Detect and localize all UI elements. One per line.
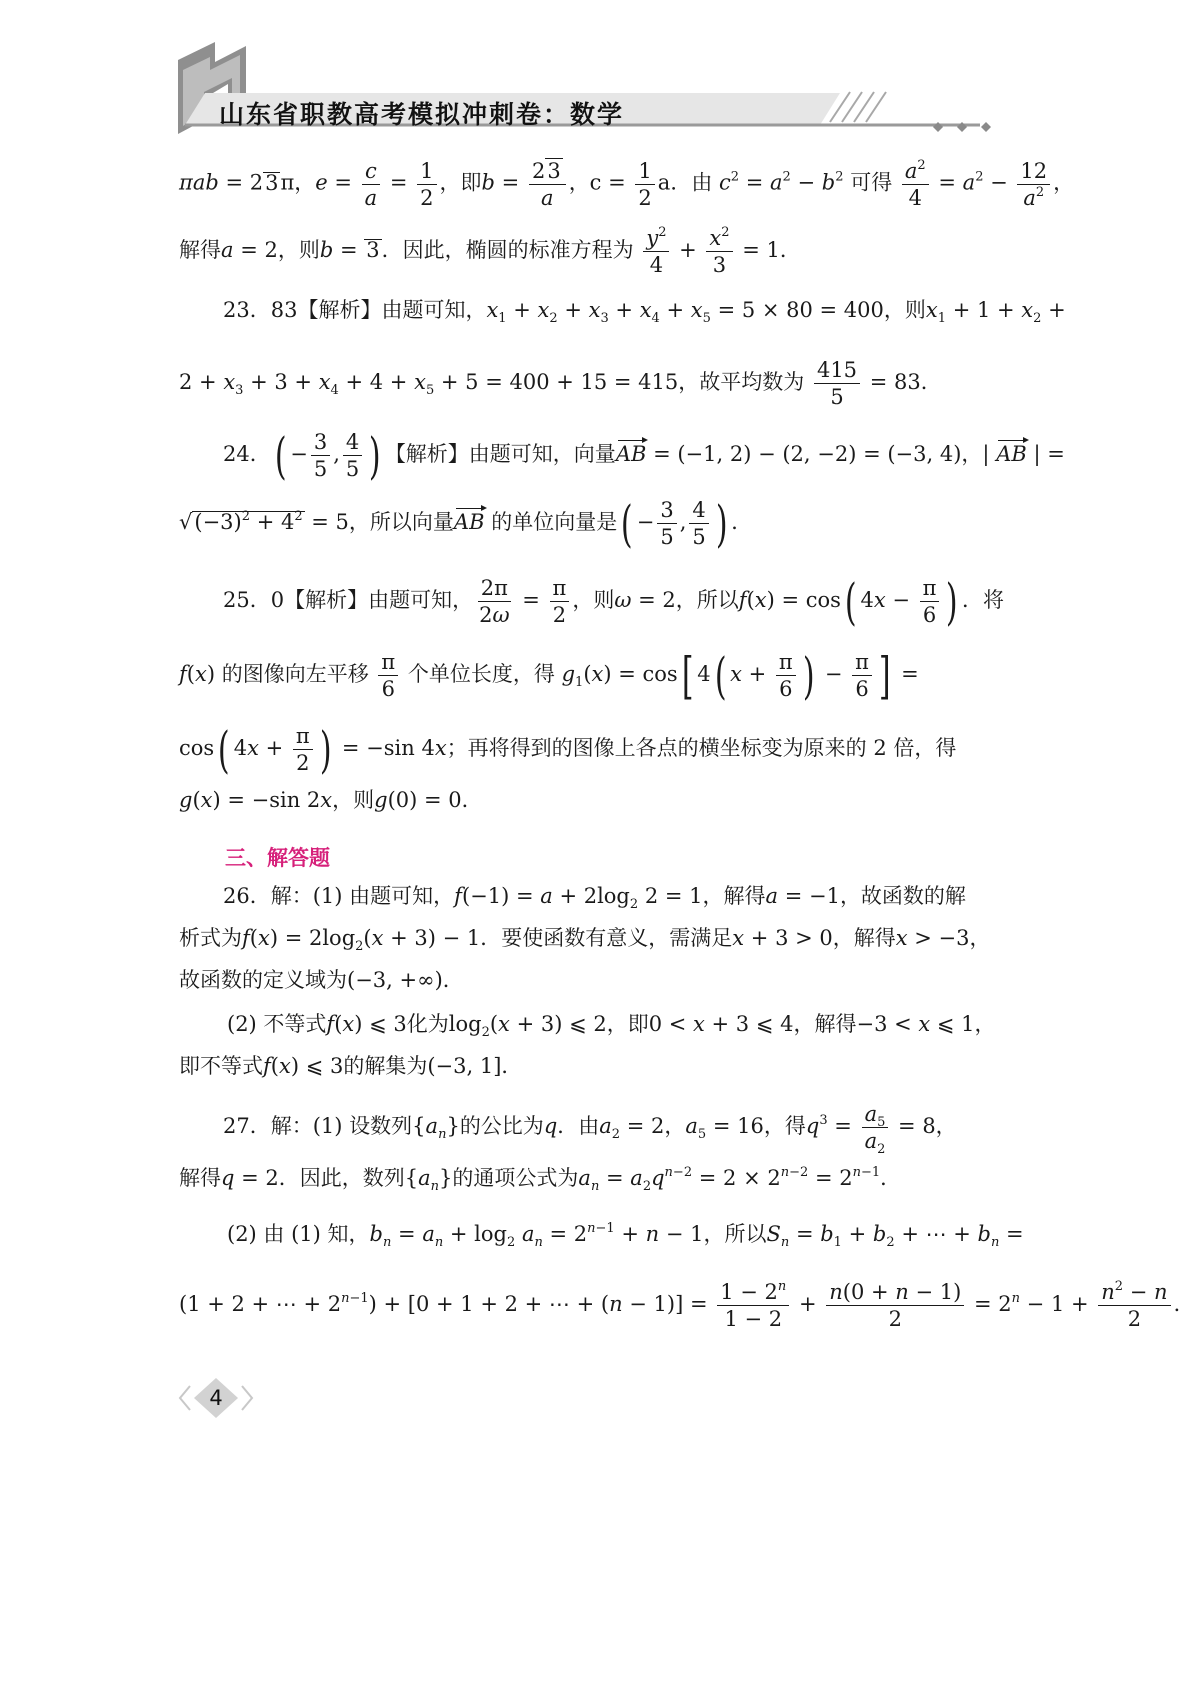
text-line: (2) 由 (1) 知，$b_n = a_n + \log_2 a_n = 2^{n-1} + n - 1$，所以$S_n = b_1 + b_2$ + ⋯ + $b_n$ = [227, 1221, 1024, 1250]
page-header [0, 0, 1191, 150]
text-line: 解得a = 2，则b = 3．因此，椭圆的标准方程为 $\frac{y^2}{4}$ + $\frac{x^2}{3}$ = 1． [179, 225, 801, 278]
text-line: 24．( − $\frac{3}{5}$ , $\frac{4}{5}$ ) 【解析】由题可知，向量AB = (−1, 2) − (2, −2) = (−3, 4)，| AB | = [223, 426, 1065, 485]
text-line: πab = 23π，e = $\frac{c}{a}$ = $\frac{1}{2}$ ，即b = $\frac{23}{a}$ ，c = $\frac{1}{2}$ a．由 $c^2 = a^2 - b^2$ 可得 $\frac{a^2}{4}$ = $a^2$ − $\frac{12}{a^2}$ ， [179, 157, 1075, 211]
text-line: (1 + 2 + ⋯ + $2^{n-1}) + [0 + 1 + 2$ + ⋯ + (n − 1)] = $\frac{1 - 2^n}{1 - 2}$ + $\frac{n(0 + n - 1)}{2}$ = $2^n - 1$ + $\frac{n^2 - n}{2}$ ． [179, 1279, 1195, 1332]
text-line: 析式为$f(x) = 2\log_2(x + 3) - 1$．要使函数有意义，需满足x + 3 > 0，解得x > −3， [179, 926, 991, 954]
text-line: $√(-3)^2 + 4^2 = 5$，所以向量AB 的单位向量是( − $\frac{3}{5}$ , $\frac{4}{5}$ ) ． [179, 494, 753, 553]
text-line: f(x) 的图像向左平移 $\frac{\pi}{6}$ 个单位长度，得 $g_1(x) = \cos$[ 4( x + $\frac{\pi}{6}$ ) − $\frac{\pi}{6}$ ] = [179, 646, 919, 705]
text-line: 27．解：(1) 设数列$\{a_n\}$的公比为q．由$a_2 = 2$，$a_5 = 16$，得$q^3$ = $\frac{a_5}{a_2}$ = 8， [223, 1102, 957, 1158]
page-number: 4 [209, 1386, 223, 1410]
text-line: 故函数的定义域为(−3, +∞)． [179, 968, 464, 992]
text-line: 解得q = 2．因此，数列$\{a_n\}$的通项公式为$a_n = a_2q^{n-2} = 2 \times 2^{n-2} = 2^{n-1}$． [179, 1165, 902, 1194]
text-line: 25．0【解析】由题可知， $\frac{2\pi}{2\omega}$ = $\frac{\pi}{2}$ ，则ω = 2，所以f(x) = cos( 4x − $\frac{\pi}{6}$ ) ．将 [223, 572, 1004, 631]
page-number-badge [176, 1376, 256, 1420]
text-line: $2 + x_3 + 3 + x_4 + 4 + x_5 + 5 = 400 + 15 = 415$，故平均数为 $\frac{415}{5}$ = 83． [179, 358, 942, 410]
section-heading: 三、解答题 [225, 846, 330, 870]
text-line: 23．83【解析】由题可知，$x_1 + x_2 + x_3 + x_4 + x_5 = 5 \times 80 = 400$，则$x_1 + 1 + x_2$ + [223, 298, 1066, 326]
header-title: 山东省职教高考模拟冲刺卷：数学 [219, 100, 625, 129]
text-line: 即不等式f(x) ⩽ 3的解集为(−3, 1]． [179, 1054, 523, 1078]
text-line: (2) 不等式f(x) ⩽ 3化为$\log_2(x + 3)$ ⩽ 2，即0 < x + 3 ⩽ 4，解得−3 < x ⩽ 1， [227, 1012, 996, 1040]
text-line: cos( 4x + $\frac{\pi}{2}$ ) = −sin 4x；再将得到的图像上各点的横坐标变为原来的 2 倍，得 [179, 720, 957, 779]
text-line: g(x) = −sin 2x，则g(0) = 0． [179, 788, 483, 812]
text-line: 26．解：(1) 由题可知，$f(-1) = a + 2\log_2$ 2 = 1，解得a = −1，故函数的解 [223, 884, 966, 912]
